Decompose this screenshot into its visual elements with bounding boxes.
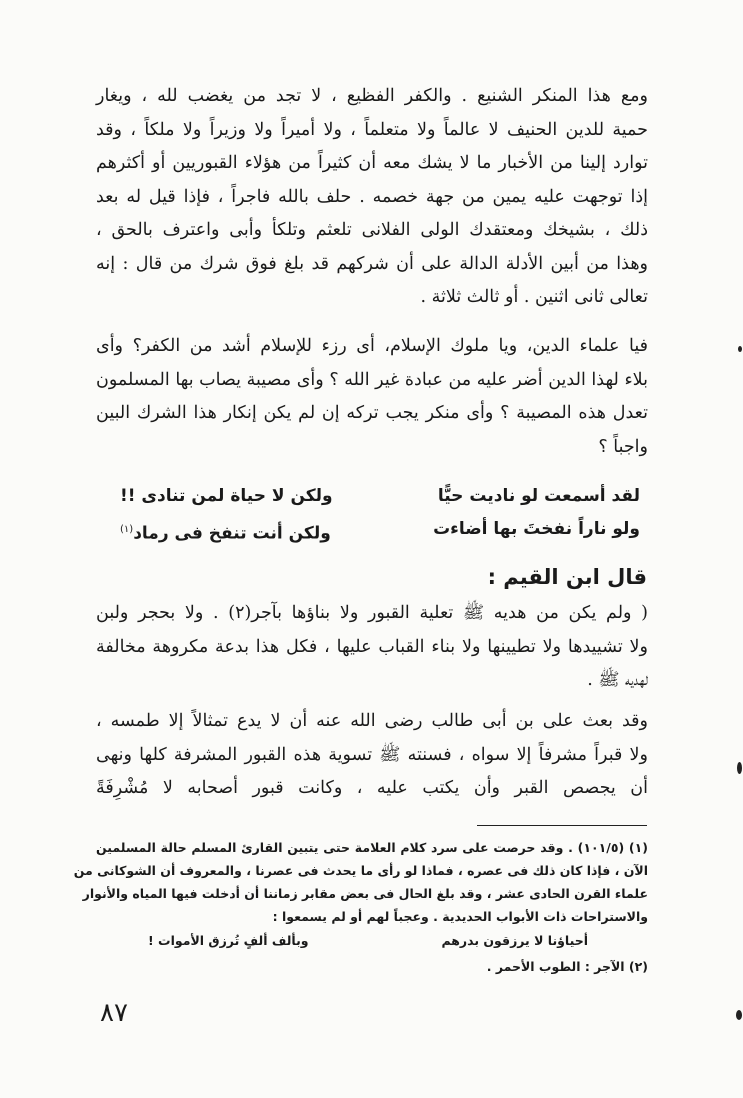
footnote-marker: (١) [120,524,134,535]
footnote-2: (٢) الآجر : الطوب الأحمر . [486,959,648,974]
footnotes [73,836,648,980]
footnote-verse [148,928,588,954]
text-line: لهديه ﷺ . [587,670,648,690]
poem-verse [120,513,640,546]
text-line: إذا توجهت عليه يمين من جهة خصمه . حلف بالله فاجراً ، فإذا قيل له بعد [96,186,648,207]
text-line: ولا قبراً مشرفاً إلا سواه ، فسنته ﷺ تسوية هذه القبور المشرفة كلها ونهى [96,744,648,765]
poem [120,480,640,546]
text-line: ذلك ، بشيخك ومعتقدك الولى الفلانى تلعثم وتلكأ وأبى واعترف بالحق ، [96,220,648,240]
paragraph-2 [96,330,648,464]
page-number: ٨٧ [100,998,128,1028]
text-line: تعالى ثانى اثنين . أو ثالث ثلاثة . [420,287,648,307]
verse-second-hemistich: ولكن أنت تنفخ فى رماد$^{(١)}$ [120,523,331,544]
scan-speck [737,762,742,774]
text-line: تعدل هذه المصيبة ؟ وأى منكر يجب تركه إن لم يكن إنكار هذا الشرك البين [96,403,648,423]
verse-second-hemistich: ولكن لا حياة لمن تنادى !! [120,486,333,506]
footnote-line: (١) (١٠١/٥) . وقد حرصت على سرد كلام العلامة حتى يتبين القارئ المسلم حالة المسلمين [96,840,648,855]
paragraph-3 [96,597,648,698]
scan-speck [736,1010,742,1020]
text-line: فيا علماء الدين، ويا ملوك الإسلام، أى رزء للإسلام أشد من الكفر؟ وأى [96,336,648,356]
text-line: ( ولم يكن من هديه ﷺ تعلية القبور ولا بناؤها بآجر(٢) . ولا بحجر ولبن [96,603,648,623]
verse-first-hemistich: لقد أسمعت لو ناديت حيًّا [437,486,640,506]
paragraph-1 [96,80,648,315]
poem-verse [120,480,640,513]
text-line: أن يجصص القبر وأن يكتب عليه ، وكانت قبور أصحابه لا مُشْرِفَةً [96,778,648,798]
footnote-verse-first: أحياؤنا لا يرزقون بدرهم [441,933,588,948]
text-line: واجباً ؟ [598,436,648,457]
scan-speck [738,346,742,352]
footnote-line: الآن ، فإذا كان ذلك فى عصره ، فماذا لو رأى ما يحدث فى عصرنا ، والمعروف أن الشوكانى من [73,863,648,878]
footnote-line: علماء القرن الحادى عشر ، وقد بلغ الحال فى بعض مقابر زماننا أن أدخلت فيها المياه والأنوار [82,886,648,901]
text-line: بلاء لهذا الدين أضر عليه من عبادة غير الله ؟ وأى مصيبة يصاب بها المسلمون [96,369,648,390]
text-line: ومع هذا المنكر الشنيع . والكفر الفظيع ، لا تجد من يغضب لله ، ويغار [96,86,648,106]
text-line: وقد بعث على بن أبى طالب رضى الله عنه أن لا يدع تمثالاً إلا طمسه ، [96,711,648,731]
section-heading: قال ابن القيم : [487,565,647,589]
text-line: ولا تشييدها ولا تطيينها ولا بناء القباب عليها ، فكل هذا بدعة مكروهة مخالفة [96,636,648,657]
text-line: حمية للدين الحنيف لا عالماً ولا متعلماً ، ولا أميراً ولا وزيراً ولا ملكاً ، وقد [96,119,648,140]
footnote-verse-second: وبألف ألفٍ تُرزق الأموات ! [148,933,309,948]
footnote-line: والاستراحات ذات الأبواب الحديدية . وعجباً لهم أو لم يسمعوا : [272,909,648,924]
text-line: توارد إلينا من الأخبار ما لا يشك معه أن كثيراً من هؤلاء القبوريين أو أكثرهم [96,153,648,173]
text-line: وهذا من أبين الأدلة الدالة على أن شركهم قد بلغ فوق شرك من قال : إنه [96,253,648,274]
footnote-separator [477,825,647,826]
verse-first-hemistich: ولو ناراً نفختَ بها أضاءت [433,519,640,539]
paragraph-4 [96,705,648,806]
